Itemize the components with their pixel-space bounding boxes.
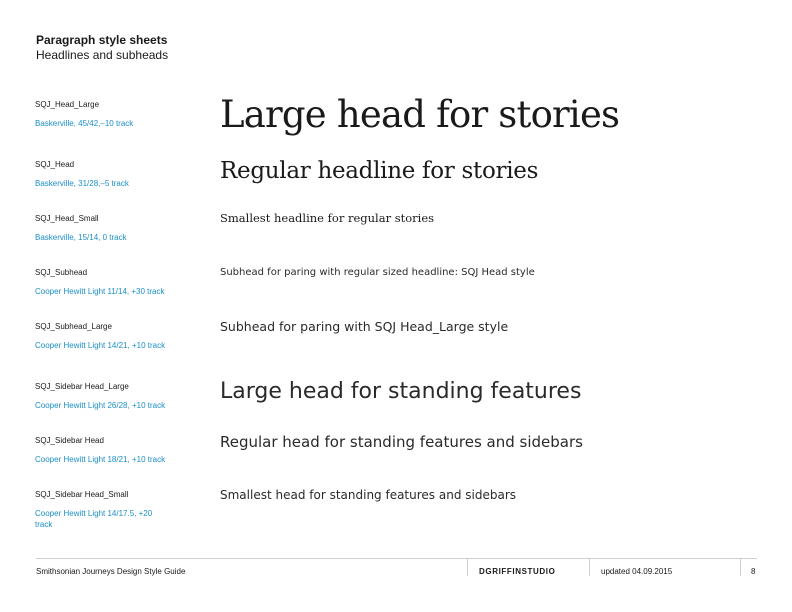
style-spec: Baskerville, 45/42,–10 track — [35, 119, 134, 128]
style-sample: Regular head for standing features and sidebars — [220, 433, 583, 451]
style-sample: Smallest head for standing features and sidebars — [220, 488, 516, 502]
style-sample: Subhead for paring with SQJ Head_Large style — [220, 319, 509, 334]
footer-guide-title: Smithsonian Journeys Design Style Guide — [36, 567, 186, 576]
style-name: SQJ_Head_Large — [35, 100, 100, 109]
style-name: SQJ_Sidebar Head — [35, 436, 104, 445]
style-sample: Regular headline for stories — [220, 158, 539, 184]
footer-divider — [467, 558, 468, 576]
style-spec: Baskerville, 31/28,–5 track — [35, 179, 129, 188]
style-name: SQJ_Sidebar Head_Small — [35, 490, 129, 499]
style-sample: Smallest headline for regular stories — [220, 211, 435, 225]
footer-divider — [740, 558, 741, 576]
style-sample: Large head for standing features — [220, 379, 582, 404]
page-number: 8 — [751, 567, 756, 576]
style-name: SQJ_Head — [35, 160, 75, 169]
style-spec: Cooper Hewitt Light 14/21, +10 track — [35, 341, 166, 350]
style-sample: Subhead for paring with regular sized headline: SQJ Head style — [220, 267, 535, 278]
style-spec: Baskerville, 15/14, 0 track — [35, 233, 127, 242]
style-name: SQJ_Subhead — [35, 268, 88, 277]
style-name: SQJ_Subhead_Large — [35, 322, 112, 331]
footer-studio-logo: DGRIFFINSTUDIO — [479, 567, 556, 576]
style-spec: Cooper Hewitt Light 18/21, +10 track — [35, 455, 166, 464]
style-spec: Cooper Hewitt Light 26/28, +10 track — [35, 401, 166, 410]
footer-rule — [36, 558, 757, 559]
style-spec: Cooper Hewitt Light 11/14, +30 track — [35, 287, 165, 296]
page-title: Paragraph style sheets — [36, 33, 168, 47]
style-sample: Large head for stories — [220, 93, 620, 136]
style-name: SQJ_Sidebar Head_Large — [35, 382, 129, 391]
page-subtitle: Headlines and subheads — [36, 48, 169, 62]
style-name: SQJ_Head_Small — [35, 214, 99, 223]
style-spec: Cooper Hewitt Light 14/17.5, +20 track — [35, 509, 153, 529]
footer-updated-date: updated 04.09.2015 — [601, 567, 673, 576]
footer-divider — [589, 558, 590, 576]
